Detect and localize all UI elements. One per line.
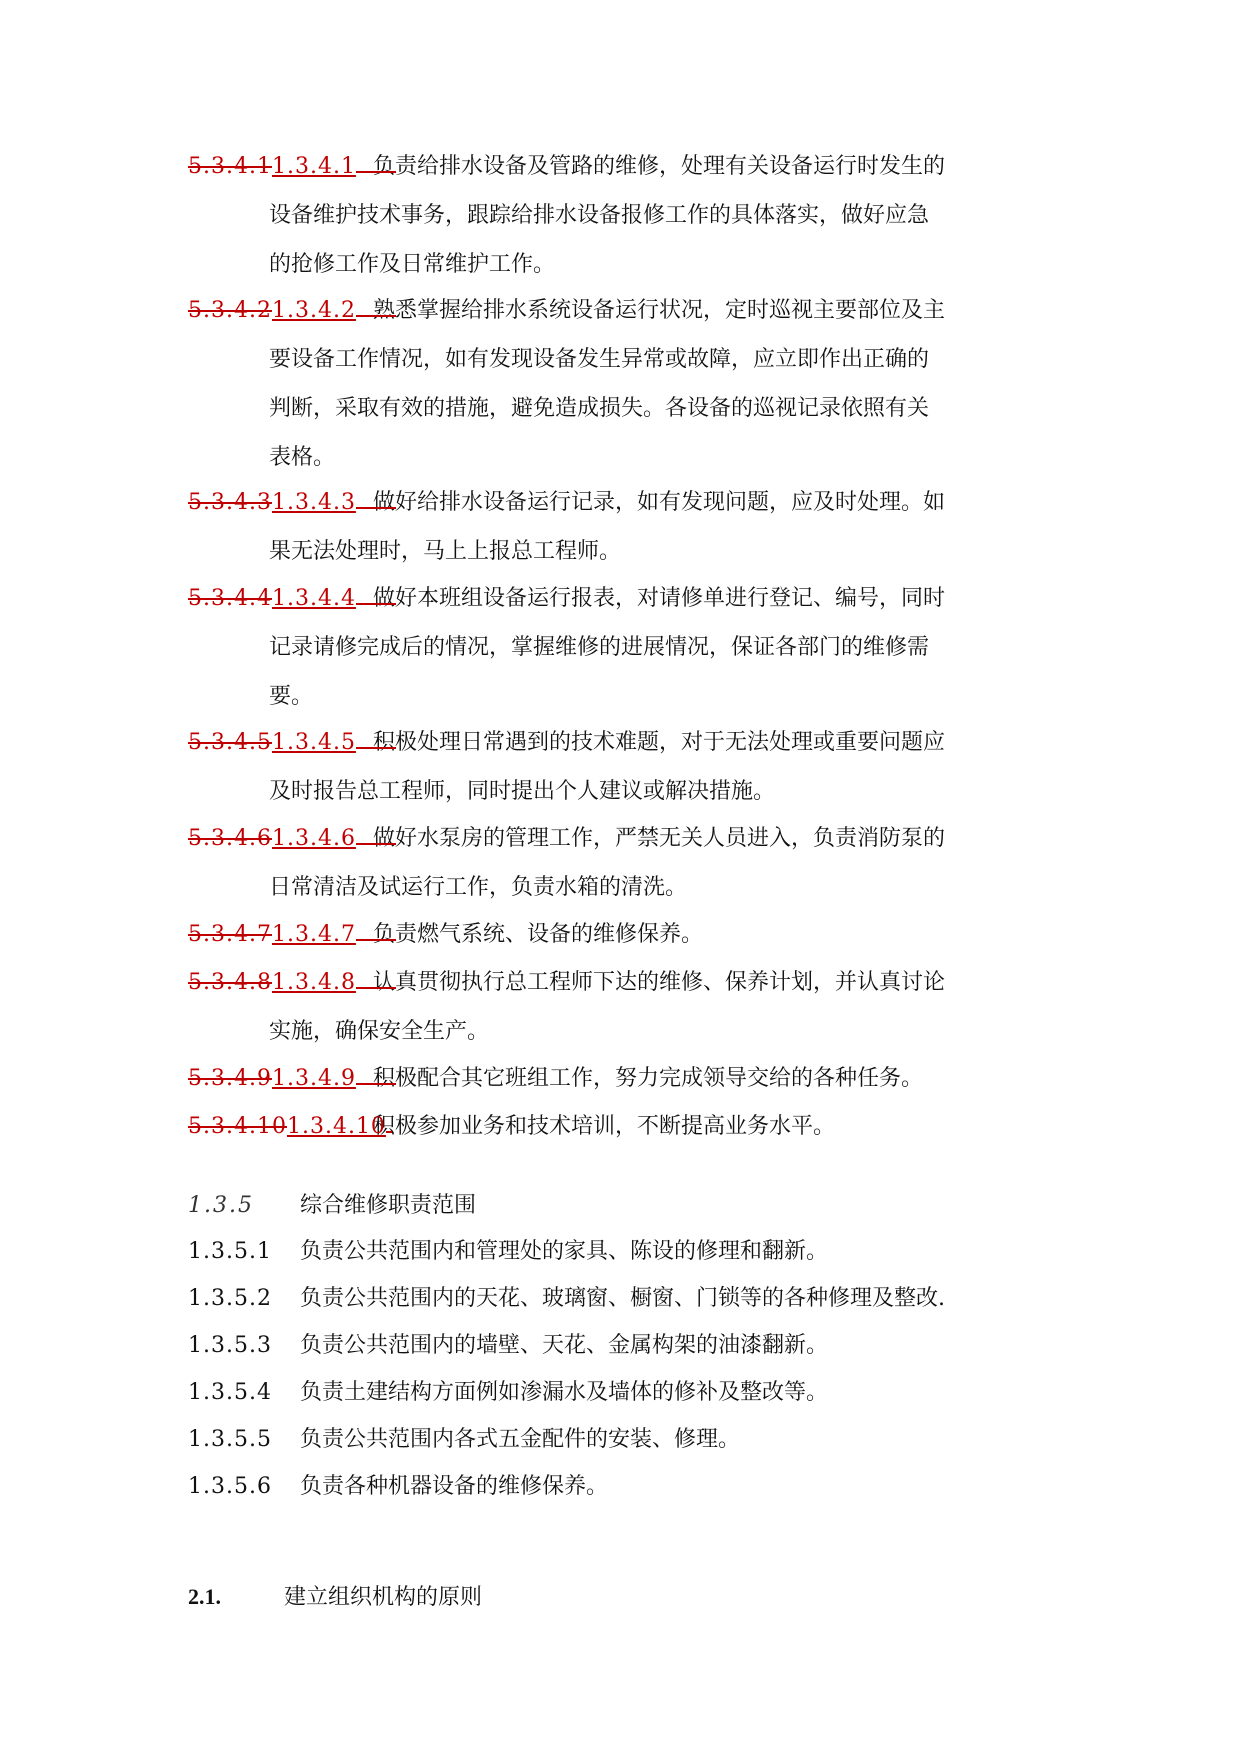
item-text: 负责公共范围内和管理处的家具、陈设的修理和翻新。 xyxy=(300,1239,829,1264)
list-item xyxy=(188,478,1068,576)
deleted-number: 5.3.4.4 xyxy=(188,586,272,611)
item-text-line: 认真贯彻执行总工程师下达的维修、保养计划，并认真讨论 xyxy=(373,970,946,995)
list-item xyxy=(188,286,1068,482)
inserted-number: 1.3.4.6 xyxy=(271,826,356,851)
item-text-line: 要。 xyxy=(269,684,314,709)
inserted-number: 1.3.4.5 xyxy=(271,730,356,755)
heading-number: 2.1. xyxy=(188,1584,221,1609)
item-text-line: 熟悉掌握给排水系统设备运行状况，定时巡视主要部位及主 xyxy=(373,298,946,323)
item-text-line: 做好本班组设备运行报表，对请修单进行登记、编号，同时 xyxy=(373,586,946,611)
deleted-number: 5.3.4.2 xyxy=(188,298,272,323)
item-text: 负责公共范围内的天花、玻璃窗、橱窗、门锁等的各种修理及整改. xyxy=(300,1286,945,1311)
inserted-number: 1.3.4.10 xyxy=(286,1114,386,1139)
list-item xyxy=(188,1102,1068,1151)
inserted-tab xyxy=(356,151,396,173)
item-text-line: 积极参加业务和技术培训，不断提高业务水平。 xyxy=(373,1114,836,1139)
item-text-line: 及时报告总工程师，同时提出个人建议或解决措施。 xyxy=(269,779,776,804)
deleted-number: 5.3.4.3 xyxy=(188,490,272,515)
section-heading-1-3-5 xyxy=(188,1188,476,1219)
list-item xyxy=(188,142,1068,289)
item-text-line: 积极处理日常遇到的技术难题，对于无法处理或重要问题应 xyxy=(373,730,946,755)
inserted-number: 1.3.4.1 xyxy=(271,154,356,179)
item-text-line: 实施，确保安全生产。 xyxy=(269,1019,490,1044)
inserted-number: 1.3.4.4 xyxy=(271,586,356,611)
item-text: 负责公共范围内各式五金配件的安装、修理。 xyxy=(300,1427,741,1452)
deleted-number: 5.3.4.8 xyxy=(188,970,272,995)
list-item xyxy=(188,1422,740,1453)
item-number xyxy=(188,1054,396,1103)
item-number xyxy=(188,478,396,527)
inserted-tab xyxy=(356,487,396,509)
item-number xyxy=(188,814,396,863)
item-number xyxy=(188,958,396,1007)
item-text-line: 负责燃气系统、设备的维修保养。 xyxy=(373,922,704,947)
section-number: 1.3.5 xyxy=(188,1193,254,1218)
item-text-line: 表格。 xyxy=(269,445,336,470)
inserted-tab xyxy=(356,919,396,941)
list-item xyxy=(188,1281,945,1312)
inserted-tab xyxy=(356,1063,396,1085)
inserted-tab xyxy=(356,823,396,845)
item-number: 1.3.5.3 xyxy=(188,1333,272,1358)
inserted-number: 1.3.4.3 xyxy=(271,490,356,515)
item-number: 1.3.5.5 xyxy=(188,1427,272,1452)
deleted-number: 5.3.4.5 xyxy=(188,730,272,755)
inserted-tab xyxy=(356,295,396,317)
deleted-number: 5.3.4.1 xyxy=(188,154,272,179)
item-number xyxy=(188,574,396,623)
deleted-number: 5.3.4.7 xyxy=(188,922,272,947)
item-number xyxy=(188,286,396,335)
inserted-tab xyxy=(356,967,396,989)
inserted-number: 1.3.4.7 xyxy=(271,922,356,947)
list-item xyxy=(188,718,1068,816)
list-item xyxy=(188,814,1068,912)
item-text-line: 判断，采取有效的措施，避免造成损失。各设备的巡视记录依照有关 xyxy=(269,396,930,421)
item-text: 负责土建结构方面例如渗漏水及墙体的修补及整改等。 xyxy=(300,1380,829,1405)
list-item xyxy=(188,1469,608,1500)
item-number: 1.3.5.4 xyxy=(188,1380,272,1405)
list-item xyxy=(188,1375,828,1406)
list-item xyxy=(188,910,1068,959)
inserted-number: 1.3.4.9 xyxy=(271,1066,356,1091)
list-item xyxy=(188,1054,1068,1103)
item-number xyxy=(188,142,396,191)
item-text-line: 做好给排水设备运行记录，如有发现问题，应及时处理。如 xyxy=(373,490,946,515)
deleted-number: 5.3.4.6 xyxy=(188,826,272,851)
item-text: 负责公共范围内的墙壁、天花、金属构架的油漆翻新。 xyxy=(300,1333,829,1358)
item-text: 负责各种机器设备的维修保养。 xyxy=(300,1474,609,1499)
inserted-number: 1.3.4.8 xyxy=(271,970,356,995)
item-text-line: 的抢修工作及日常维护工作。 xyxy=(269,252,556,277)
inserted-tab xyxy=(386,1111,392,1133)
deleted-number: 5.3.4.10 xyxy=(188,1114,287,1139)
item-text-line: 积极配合其它班组工作，努力完成领导交给的各种任务。 xyxy=(373,1066,924,1091)
item-text-line: 果无法处理时，马上上报总工程师。 xyxy=(269,539,622,564)
item-text-line: 做好水泵房的管理工作，严禁无关人员进入，负责消防泵的 xyxy=(373,826,946,851)
deleted-number: 5.3.4.9 xyxy=(188,1066,272,1091)
item-text-line: 记录请修完成后的情况，掌握维修的进展情况，保证各部门的维修需 xyxy=(269,635,930,660)
list-item xyxy=(188,1328,828,1359)
list-item xyxy=(188,958,1068,1056)
list-item xyxy=(188,574,1068,721)
item-number: 1.3.5.1 xyxy=(188,1239,272,1264)
inserted-tab xyxy=(356,727,396,749)
heading-2-1 xyxy=(188,1580,482,1611)
item-text-line: 要设备工作情况，如有发现设备发生异常或故障，应立即作出正确的 xyxy=(269,347,930,372)
item-number xyxy=(188,910,396,959)
section-title: 综合维修职责范围 xyxy=(300,1193,477,1218)
item-number xyxy=(188,1102,392,1151)
inserted-number: 1.3.4.2 xyxy=(271,298,356,323)
item-number xyxy=(188,718,396,767)
item-text-line: 负责给排水设备及管路的维修，处理有关设备运行时发生的 xyxy=(373,154,946,179)
item-number: 1.3.5.6 xyxy=(188,1474,272,1499)
list-item xyxy=(188,1234,828,1265)
item-text-line: 日常清洁及试运行工作，负责水箱的清洗。 xyxy=(269,875,688,900)
item-number: 1.3.5.2 xyxy=(188,1286,272,1311)
item-text-line: 设备维护技术事务，跟踪给排水设备报修工作的具体落实，做好应急 xyxy=(269,203,930,228)
inserted-tab xyxy=(356,583,396,605)
heading-title: 建立组织机构的原则 xyxy=(284,1585,483,1610)
